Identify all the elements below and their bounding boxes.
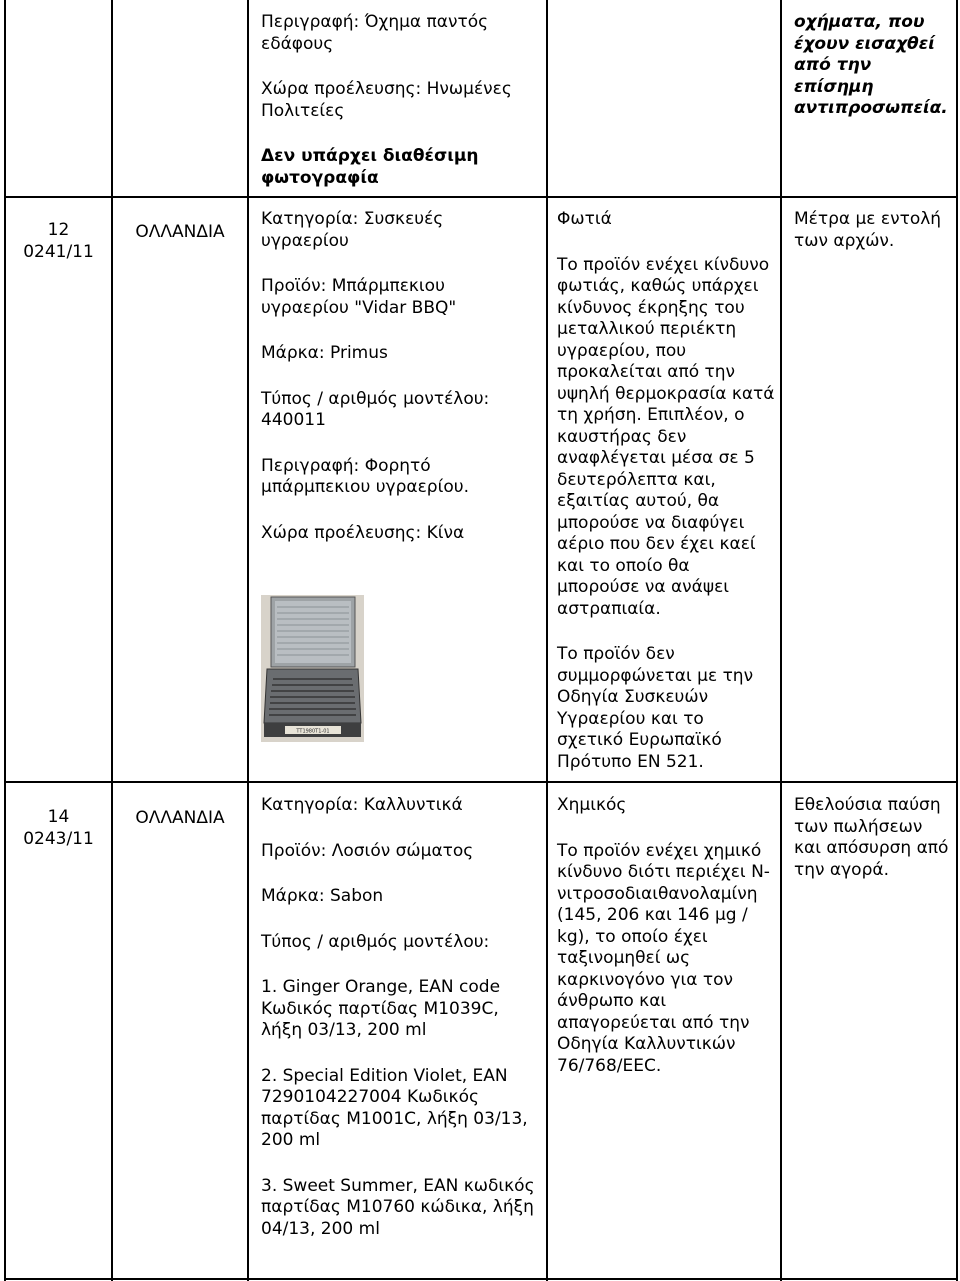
row12-category: Κατηγορία: Συσκευές υγραερίου	[261, 209, 444, 251]
row11-origin: Χώρα προέλευσης: Ηνωμένες Πολιτείες	[261, 79, 512, 121]
row14-number: 14	[47, 807, 70, 827]
row11-measures: οχήματα, που έχουν εισαχθεί από την επίσημη αντιπροσωπεία.	[794, 12, 948, 118]
row12-risk-type: Φωτιά	[557, 209, 612, 229]
row14-number-cell	[8, 807, 109, 850]
row14-brand: Μάρκα: Sabon	[261, 886, 384, 906]
row14-item-1: 1. Ginger Orange, EAN code Κωδικός παρτίδας M1039C, λήξη 03/13, 200 ml	[261, 977, 501, 1040]
row-divider-1	[4, 196, 958, 198]
column-divider-2	[247, 0, 249, 1281]
row14-risk-text: Το προϊόν ενέχει χημικό κίνδυνο διότι περιέχει N-νιτροσοδιαιθανολαμίνη (145, 206 και 146 μg / kg), το οποίο έχει ταξινομηθεί ως καρκινογόνο για τον άνθρωπο και απαγορεύεται από την Οδηγία Καλλυντικών 76/768/ΕΕC.	[557, 840, 770, 1076]
row12-risk-text: Το προϊόν ενέχει κίνδυνο φωτιάς, καθώς υπάρχει κίνδυνος έκρηξης του μεταλλικού περιέκτη υγραερίου, που προκαλείται από την υψηλή θερμοκρασία κατά τη χρήση. Επιπλέον, ο καυστήρας δεν αναφλέγεται μέσα σε 5 δευτερόλεπτα και, εξαιτίας αυτού, θα μπορούσε να διαφύγει αέριο που δεν έχει καεί και το οποίο θα μπορούσε να ανάψει αστραπιαία.	[557, 254, 775, 619]
column-divider-1	[111, 0, 113, 1281]
row14-item-3: 3. Sweet Summer, EAN κωδικός παρτίδας M10760 κώδικα, λήξη 04/13, 200 ml	[261, 1175, 535, 1239]
table-border-bottom	[4, 1278, 958, 1280]
table-border-left	[4, 0, 6, 1281]
table-border-right	[956, 0, 958, 1281]
row12-risk-cell	[557, 209, 775, 773]
row14-country: ΟΛΛΑΝΔΙΑ	[135, 808, 225, 828]
row12-country: ΟΛΛΑΝΔΙΑ	[135, 222, 225, 242]
bbq-grill-image	[261, 595, 364, 742]
row14-risk-type: Χημικός	[557, 795, 627, 815]
row12-description: Περιγραφή: Φορητό μπάρμπεκιου υγραερίου.	[261, 455, 469, 497]
row14-category: Κατηγορία: Καλλυντικά	[261, 795, 463, 815]
column-divider-4	[780, 0, 782, 1281]
row14-ref: 0243/11	[23, 828, 94, 849]
row14-model: Τύπος / αριθμός μοντέλου:	[261, 931, 490, 952]
row12-brand: Μάρκα: Primus	[261, 343, 388, 363]
row12-product: Προϊόν: Μπάρμπεκιου υγραερίου "Vidar BBQ"	[261, 276, 457, 318]
row12-ref: 0241/11	[23, 241, 94, 262]
row12-number: 12	[47, 220, 70, 240]
row-divider-2	[4, 781, 958, 783]
row12-model: Τύπος / αριθμός μοντέλου: 440011	[261, 388, 490, 430]
row12-product-cell	[261, 209, 536, 544]
row12-measures: Μέτρα με εντολή των αρχών.	[794, 209, 942, 251]
row11-description: Περιγραφή: Όχημα παντός εδάφους	[261, 12, 489, 54]
row14-measures: Εθελούσια παύση των πωλήσεων και απόσυρση από την αγορά.	[794, 795, 949, 880]
row12-compliance: Το προϊόν δεν συμμορφώνεται με την Οδηγία Συσκευών Υγραερίου και το σχετικό Ευρωπαϊκό Πρότυπο ΕΝ 521.	[557, 644, 754, 772]
row11-no-photo: Δεν υπάρχει διαθέσιμη φωτογραφία	[261, 146, 479, 188]
row12-origin: Χώρα προέλευσης: Κίνα	[261, 522, 465, 543]
row14-item-2: 2. Special Edition Violet, EAN 7290104227004 Κωδικός παρτίδας M1001C, λήξη 03/13, 200 ml	[261, 1065, 528, 1150]
row11-product-cell	[261, 12, 536, 189]
row14-risk-cell	[557, 795, 775, 1077]
column-divider-3	[546, 0, 548, 1281]
row14-product-cell	[261, 795, 543, 1240]
row14-product: Προϊόν: Λοσιόν σώματος	[261, 840, 474, 861]
row12-number-cell	[8, 220, 109, 263]
bbq-grill-photo	[261, 595, 364, 742]
grill-label: TT1980T1-01	[296, 728, 330, 735]
